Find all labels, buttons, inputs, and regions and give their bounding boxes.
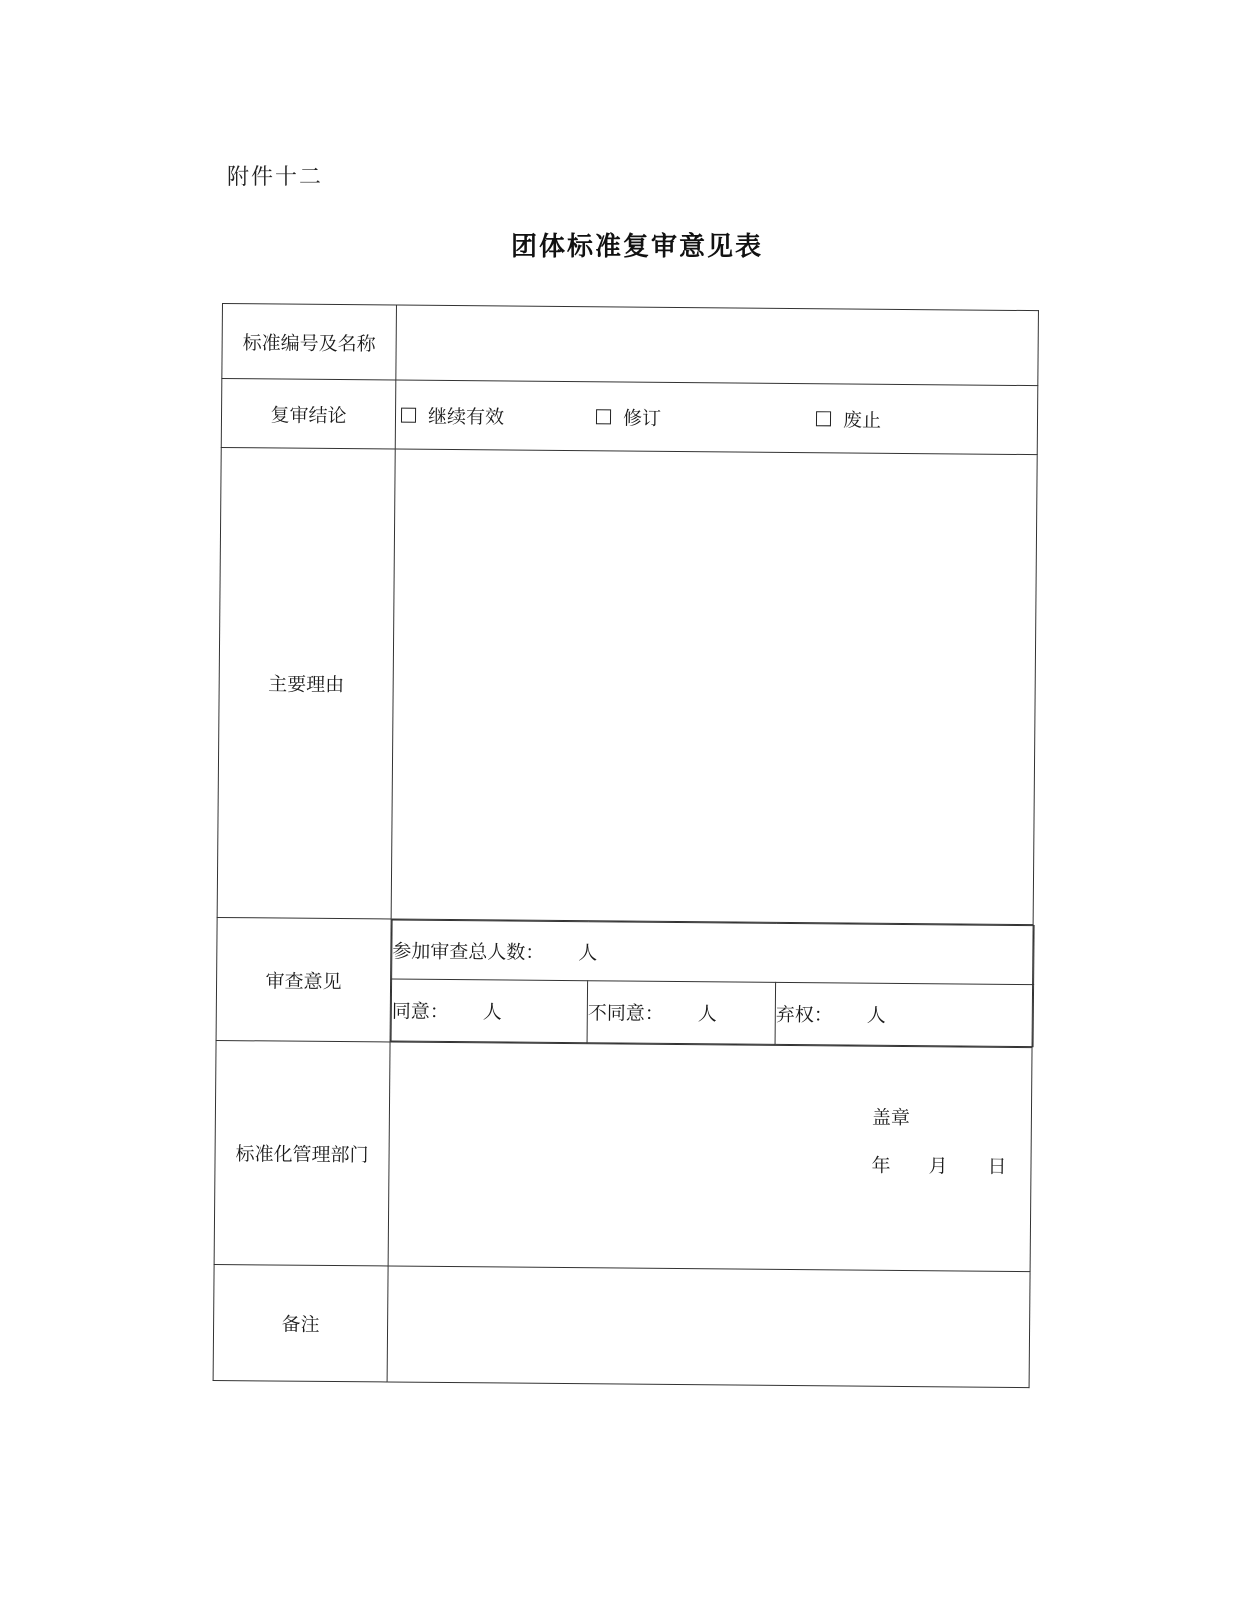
- month-label: 月: [928, 1155, 948, 1178]
- option-continue-label: 继续有效: [427, 405, 505, 428]
- total-count-field[interactable]: [392, 920, 1035, 985]
- remark-row: [213, 1264, 1030, 1387]
- review-table: [213, 303, 1039, 1388]
- option-abolish-label: 废止: [842, 408, 882, 432]
- date-line: [871, 1151, 1006, 1179]
- review-row: [216, 917, 1033, 1047]
- option-abolish[interactable]: [816, 405, 881, 433]
- remark-field[interactable]: [387, 1266, 1030, 1388]
- review-inner-table: [391, 920, 1035, 1048]
- department-field[interactable]: [388, 1042, 1032, 1272]
- conclusion-options: [395, 380, 1038, 455]
- total-count-label: 参加审查总人数：: [392, 940, 545, 964]
- option-revise[interactable]: [596, 403, 816, 432]
- option-continue[interactable]: [401, 401, 596, 430]
- agree-label: 同意：: [391, 1000, 449, 1024]
- standard-label: 标准编号及名称: [222, 304, 397, 381]
- year-label: 年: [871, 1154, 891, 1177]
- reason-row: [217, 447, 1037, 924]
- review-label: 审查意见: [216, 917, 391, 1042]
- abstain-field[interactable]: [775, 982, 1034, 1046]
- remark-label: 备注: [213, 1264, 388, 1382]
- total-count-unit: 人: [578, 941, 598, 964]
- checkbox-revise[interactable]: [596, 409, 611, 424]
- review-form: [213, 303, 1038, 1388]
- conclusion-label: 复审结论: [221, 379, 396, 450]
- review-cell: [390, 919, 1033, 1048]
- agree-field[interactable]: [391, 979, 588, 1043]
- department-row: [214, 1040, 1032, 1271]
- option-revise-label: 修订: [622, 407, 662, 430]
- attachment-label: 附件十二: [227, 165, 324, 190]
- reason-label: 主要理由: [217, 447, 395, 919]
- checkbox-continue[interactable]: [401, 407, 416, 422]
- disagree-unit: 人: [697, 1003, 717, 1026]
- disagree-label: 不同意：: [587, 1002, 664, 1025]
- conclusion-row: [221, 379, 1038, 455]
- reason-field[interactable]: [391, 449, 1037, 925]
- standard-row: [222, 304, 1039, 386]
- document-title: 团体标准复审意见表: [510, 232, 763, 262]
- abstain-label: 弃权：: [775, 1003, 833, 1027]
- agree-unit: 人: [482, 1001, 502, 1024]
- standard-field[interactable]: [396, 305, 1039, 386]
- day-label: 日: [987, 1155, 1007, 1178]
- disagree-field[interactable]: [587, 981, 776, 1045]
- department-label: 标准化管理部门: [214, 1040, 390, 1266]
- seal-label: 盖章: [871, 1106, 911, 1130]
- checkbox-abolish[interactable]: [816, 411, 831, 426]
- abstain-unit: 人: [866, 1004, 886, 1027]
